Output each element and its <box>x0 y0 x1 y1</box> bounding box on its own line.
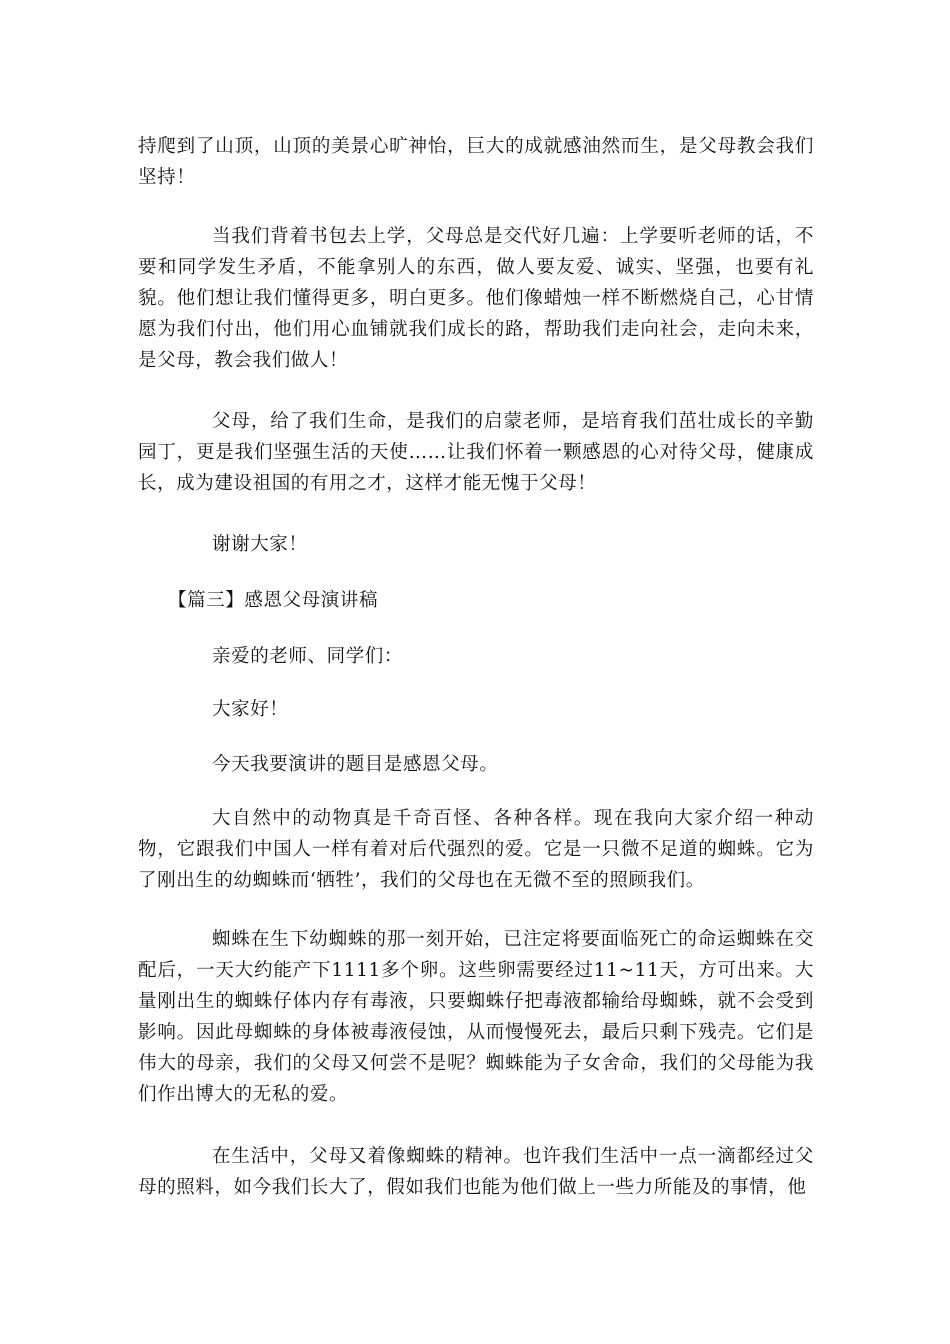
paragraph-life: 在生活中，父母又着像蜘蛛的精神。也许我们生活中一点一滴都经过父母的照料，如今我们长大了，假如我们也能为他们做上一些力所能及的事情，他 <box>138 1146 814 1198</box>
paragraph-parents-gift: 父母，给了我们生命，是我们的启蒙老师，是培育我们茁壮成长的辛勤园丁，更是我们坚强生活的天使……让我们怀着一颗感恩的心对待父母，健康成长，成为建设祖国的有用之才，这样才能无愧于父母！ <box>138 411 814 494</box>
paragraph-continuation: 持爬到了山顶，山顶的美景心旷神怡，巨大的成就感油然而生，是父母教会我们坚持！ <box>138 136 814 188</box>
salutation: 亲爱的老师、同学们： <box>212 646 404 667</box>
section-heading: 【篇三】感恩父母演讲稿 <box>168 590 379 611</box>
paragraph-spider-intro: 大自然中的动物真是千奇百怪、各种各样。现在我向大家介绍一种动物，它跟我们中国人一样有着对后代强烈的爱。它是一只微不足道的蜘蛛。它为了刚出生的幼蜘蛛而‘牺牲’，我们的父母也在无微不至的照顾我们。 <box>138 808 814 891</box>
paragraph-spider-sacrifice: 蜘蛛在生下幼蜘蛛的那一刻开始，已注定将要面临死亡的命运蜘蛛在交配后，一天大约能产下1111多个卵。这些卵需要经过11~11天，方可出来。大量刚出生的蜘蛛仔体内存有毒液，只要蜘蛛仔把毒液都输给母蜘蛛，就不会受到影响。因此母蜘蛛的身体被毒液侵蚀，从而慢慢死去，最后只剩下残壳。它们是伟大的母亲，我们的父母又何尝不是呢？蜘蛛能为子女舍命，我们的父母能为我们作出博大的无私的爱。 <box>138 929 814 1105</box>
paragraph-school-advice: 当我们背着书包去上学，父母总是交代好几遍：上学要听老师的话，不要和同学发生矛盾，不能拿别人的东西，做人要友爱、诚实、坚强，也要有礼貌。他们想让我们懂得更多，明白更多。他们像蜡烛一样不断燃烧自己，心甘情愿为我们付出，他们用心血铺就我们成长的路，帮助我们走向社会，走向未来，是父母，教会我们做人！ <box>138 226 814 371</box>
greeting: 大家好！ <box>212 699 289 720</box>
speech-topic: 今天我要演讲的题目是感恩父母。 <box>212 754 499 775</box>
closing-thanks: 谢谢大家！ <box>212 534 308 555</box>
